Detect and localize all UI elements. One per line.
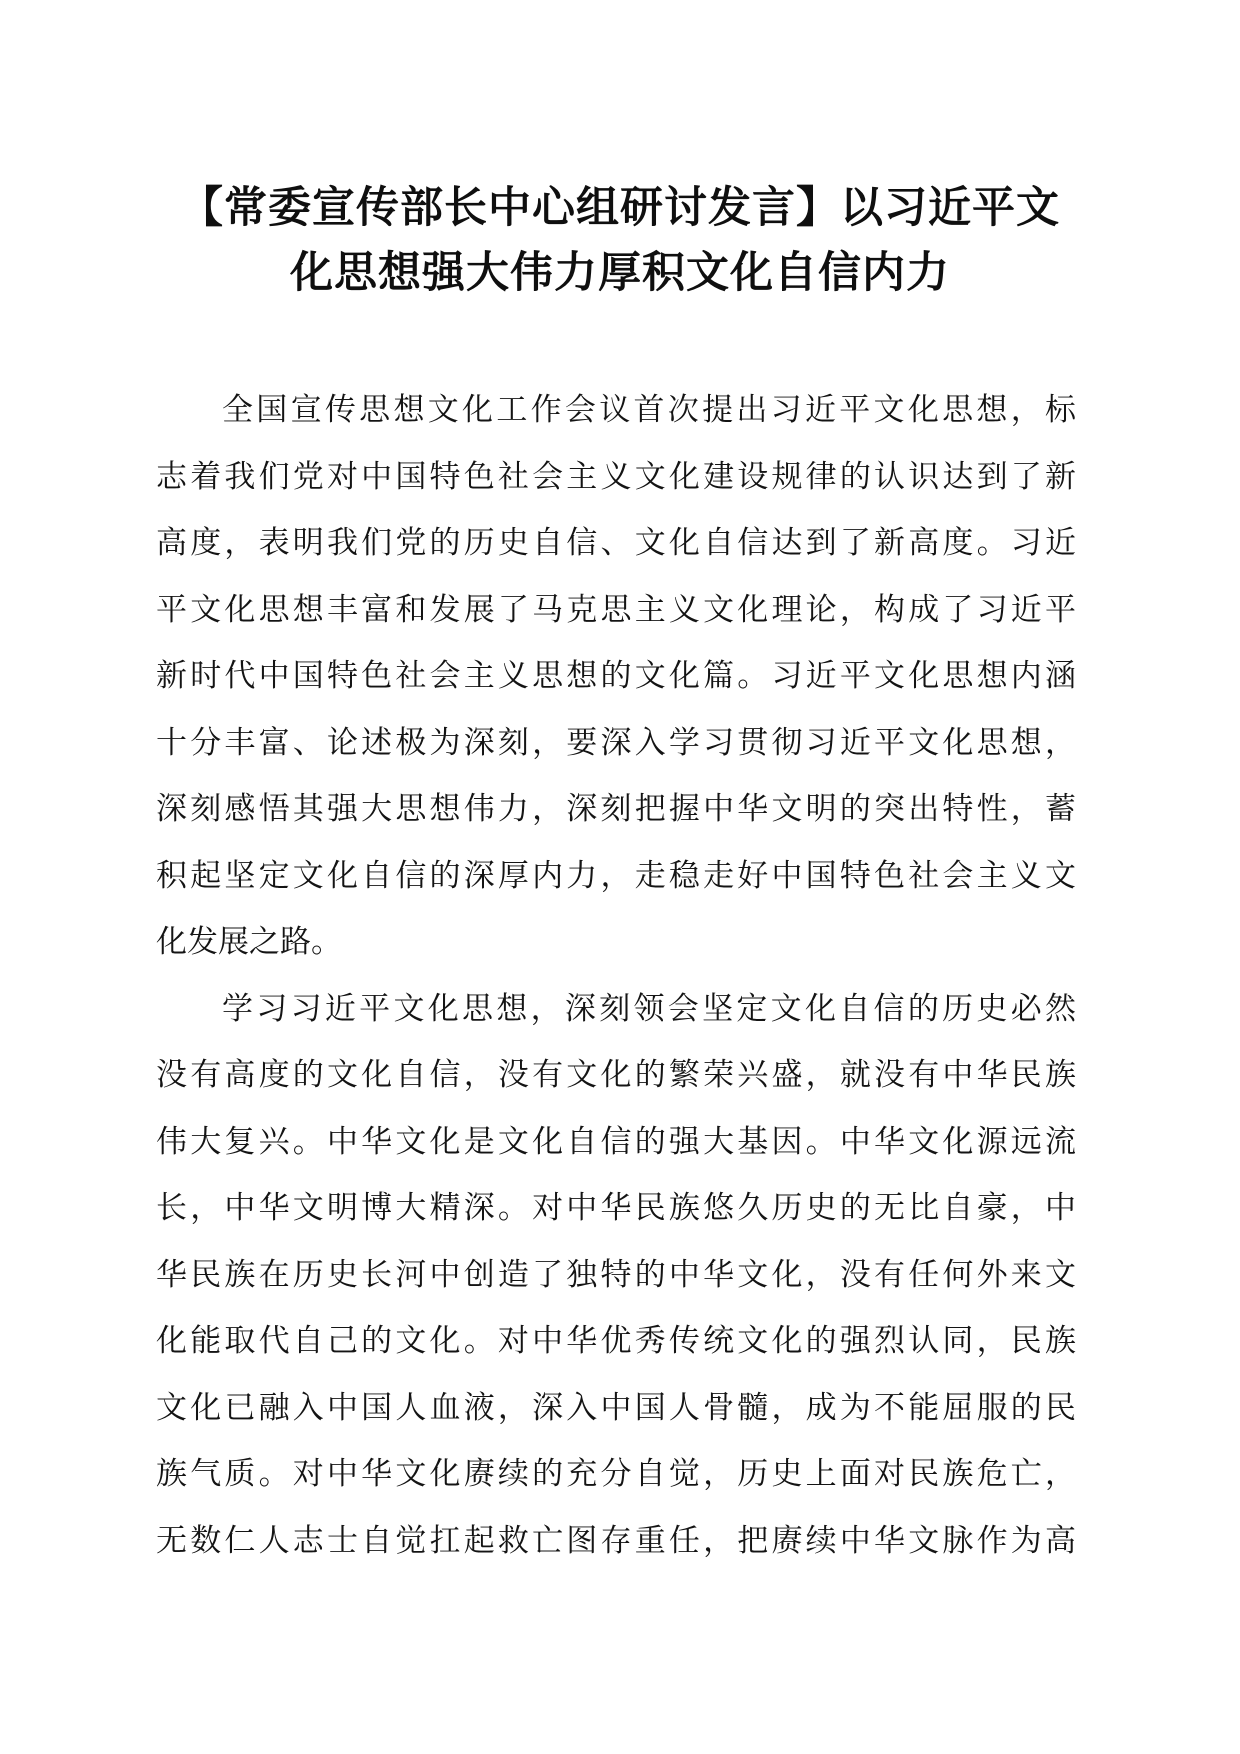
text-line: 无数仁人志士自觉扛起救亡图存重任，把赓续中华文脉作为高 [156,1522,1076,1559]
text-line: 志着我们党对中国特色社会主义文化建设规律的认识达到了新 [156,458,1076,495]
text-line: 全国宣传思想文化工作会议首次提出习近平文化思想，标 [222,392,1076,428]
text-line: 学习习近平文化思想，深刻领会坚定文化自信的历史必然 [222,990,1076,1027]
document-title [140,176,1100,306]
text-line: 化能取代自己的文化。对中华优秀传统文化的强烈认同，民族 [156,1323,1076,1359]
text-line: 深刻感悟其强大思想伟力，深刻把握中华文明的突出特性，蓄 [156,791,1076,827]
text-line: 族气质。对中华文化赓续的充分自觉，历史上面对民族危亡， [156,1456,1076,1492]
text-line: 文化已融入中国人血液，深入中国人骨髓，成为不能屈服的民 [156,1389,1076,1426]
text-line: 没有高度的文化自信，没有文化的繁荣兴盛，就没有中华民族 [156,1057,1076,1093]
text-line: 华民族在历史长河中创造了独特的中华文化，没有任何外来文 [156,1256,1076,1293]
title-line: 化思想强大伟力厚积文化自信内力 [290,248,950,298]
text-line: 十分丰富、论述极为深刻，要深入学习贯彻习近平文化思想， [156,724,1076,761]
title-line: 【常委宣传部长中心组研讨发言】以习近平文 [180,183,1060,233]
text-line: 平文化思想丰富和发展了马克思主义文化理论，构成了习近平 [156,591,1076,628]
paragraph-1 [156,377,1076,976]
text-line: 新时代中国特色社会主义思想的文化篇。习近平文化思想内涵 [156,658,1076,694]
text-line: 长，中华文明博大精深。对中华民族悠久历史的无比自豪，中 [156,1190,1076,1226]
text-line: 伟大复兴。中华文化是文化自信的强大基因。中华文化源远流 [156,1123,1076,1160]
text-line: 积起坚定文化自信的深厚内力，走稳走好中国特色社会主义文 [156,857,1076,894]
document-body [156,377,1076,1574]
text-line: 高度，表明我们党的历史自信、文化自信达到了新高度。习近 [156,525,1076,561]
paragraph-2 [156,976,1076,1575]
text-line: 化发展之路。 [156,924,342,960]
